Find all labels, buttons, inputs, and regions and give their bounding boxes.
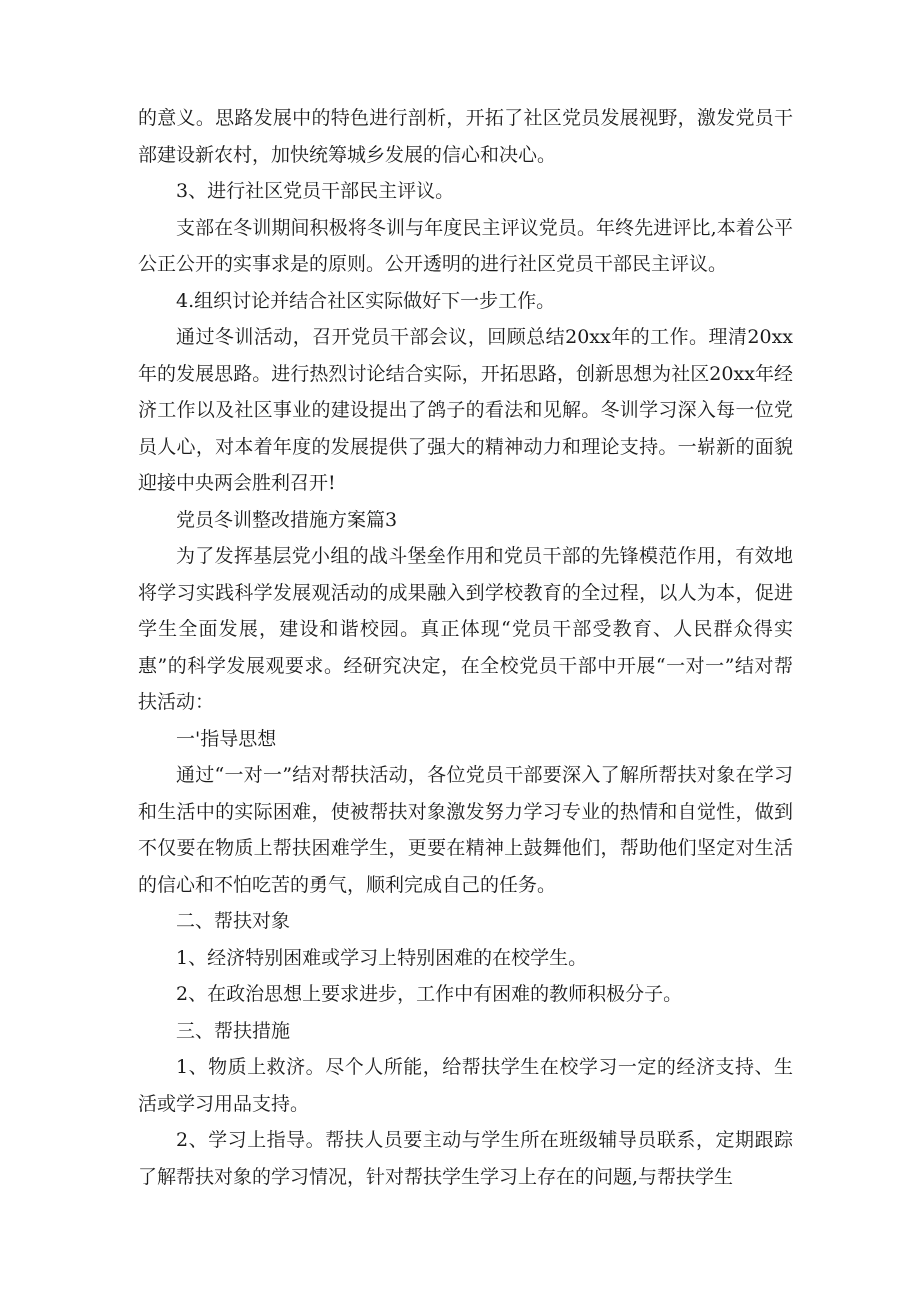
paragraph-introduction: 为了发挥基层党小组的战斗堡垒作用和党员干部的先锋模范作用，有效地将学习实践科学发展观活动的成果融入到学校教育的全过程，以人为本，促进学生全面发展，建设和谐校园。真正体现“党员干部受教育、人民群众得实惠”的科学发展观要求。经研究决定，在全校党员干部中开展“一对一”结对帮扶活动： [138,545,793,713]
paragraph-guiding-ideology: 通过“一对一”结对帮扶活动，各位党员干部要深入了解所帮扶对象在学习和生活中的实际困难，使被帮扶对象激发努力学习专业的热情和自觉性，做到不仅要在物质上帮扶困难学生，更要在精神上鼓舞他们，帮助他们坚定对生活的信心和不怕吃苦的勇气，顺利完成自己的任务。 [138,764,793,896]
heading-assistance-targets: 二、帮扶对象 [176,910,291,932]
item-3-heading: 3、进行社区党员干部民主评议。 [176,180,455,202]
list-item-target-1: 1、经济特别困难或学习上特别困难的在校学生。 [176,946,588,969]
item-4-heading: 4.组织讨论并结合社区实际做好下一步工作。 [176,289,556,312]
paragraph-democratic-review: 支部在冬训期间积极将冬训与年度民主评议党员。年终先进评比,本着公平公正公开的实事求是的原则。公开透明的进行社区党员干部民主评议。 [138,216,793,275]
list-item-target-2: 2、在政治思想上要求进步，工作中有困难的教师积极分子。 [176,983,683,1005]
list-item-measure-1: 1、物质上救济。尽个人所能，给帮扶学生在校学习一定的经济支持、生活或学习用品支持。 [138,1056,793,1115]
list-item-measure-2: 2、学习上指导。帮扶人员要主动与学生所在班级辅导员联系，定期跟踪了解帮扶对象的学习情况，针对帮扶学生学习上存在的问题,与帮扶学生 [138,1129,793,1188]
heading-assistance-measures: 三、帮扶措施 [176,1019,291,1042]
heading-guiding-ideology: 一'指导思想 [176,727,277,750]
paragraph-winter-training-summary: 通过冬训活动，召开党员干部会议，回顾总结20xx年的工作。理清20xx年的发展思路。进行热烈讨论结合实际，开拓思路，创新思想为社区20xx年经济工作以及社区事业的建设提出了鸽子的看法和见解。冬训学习深入每一位党员人心，对本着年度的发展提供了强大的精神动力和理论支持。一崭新的面貌迎接中央两会胜利召开! [138,326,793,494]
document-page [138,100,793,1195]
paragraph-continuation: 的意义。思路发展中的特色进行剖析，开拓了社区党员发展视野，激发党员干部建设新农村，加快统筹城乡发展的信心和决心。 [138,107,793,166]
section-title: 党员冬训整改措施方案篇3 [176,508,398,531]
